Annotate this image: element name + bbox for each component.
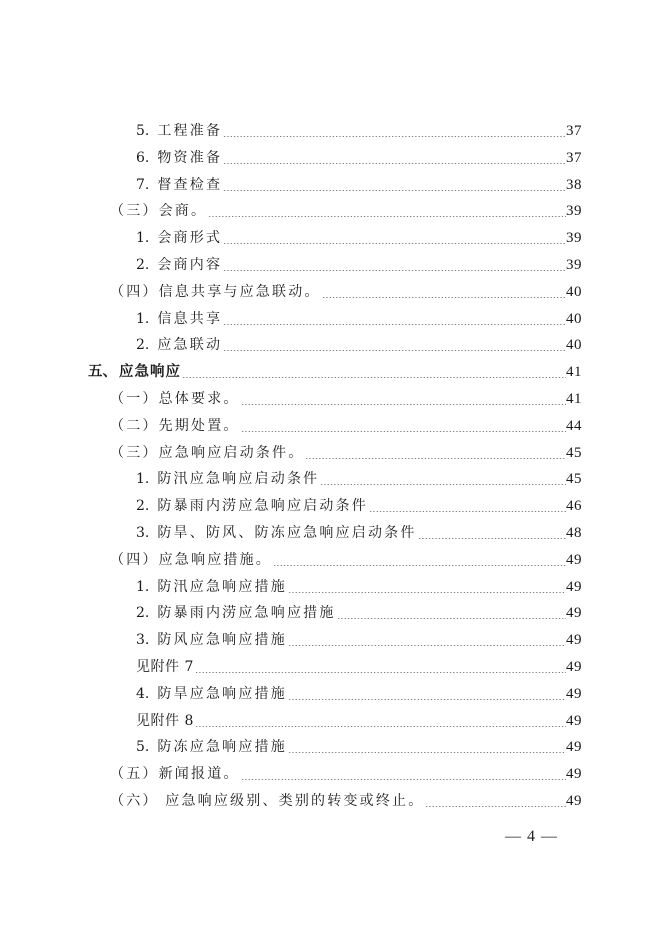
dot-leader: [223, 226, 566, 250]
toc-entry-label: （二）先期处置。: [110, 417, 240, 434]
toc-entry-label: 5. 防冻应急响应措施: [136, 739, 287, 756]
toc-entry[interactable]: [136, 173, 582, 197]
toc-entry-label: 2. 会商内容: [136, 257, 223, 273]
dot-leader: [241, 762, 566, 786]
toc-entry-label: 3. 防旱、防风、防冻应急响应启动条件: [136, 525, 417, 541]
toc-entry-label: 1. 防汛应急响应启动条件: [136, 471, 320, 488]
dot-leader: [182, 360, 566, 384]
toc-entry[interactable]: [136, 655, 582, 679]
toc-entry[interactable]: [136, 146, 582, 170]
toc-entry[interactable]: [110, 199, 582, 223]
toc-entry[interactable]: [110, 280, 582, 304]
toc-entry[interactable]: [110, 441, 582, 465]
toc-entry-label: 6. 物资准备: [136, 149, 223, 166]
toc-page-number: 46: [566, 498, 582, 515]
dot-leader: [195, 709, 566, 733]
toc-entry-chapter[interactable]: [88, 360, 582, 384]
toc-page-number: 49: [566, 578, 582, 595]
dot-leader: [322, 280, 566, 304]
toc-page-number: 45: [566, 444, 582, 461]
toc-entry[interactable]: [136, 601, 582, 625]
dot-leader: [223, 307, 566, 331]
toc-entry[interactable]: [136, 226, 582, 250]
toc-entry-label: （四）信息共享与应急联动。: [110, 283, 321, 300]
toc-page-number: 49: [566, 632, 582, 649]
toc-entry[interactable]: [136, 307, 582, 331]
toc-page-number: 40: [566, 310, 582, 327]
toc-entry[interactable]: [136, 253, 582, 277]
toc-page-number: 39: [566, 230, 582, 247]
toc-page-number: 41: [566, 391, 582, 407]
toc-entry-label: （三）应急响应启动条件。: [110, 444, 305, 461]
toc-entry[interactable]: [136, 682, 582, 706]
toc-page-number: 49: [566, 605, 582, 622]
toc-entry-label: 2. 防暴雨内涝应急响应措施: [136, 605, 336, 622]
dot-leader: [320, 467, 566, 491]
toc-entry-label: （一）总体要求。: [110, 391, 240, 407]
toc-entry[interactable]: [110, 762, 582, 786]
toc-entry-label: 见附件 7: [136, 659, 194, 675]
toc-entry[interactable]: [136, 521, 582, 545]
dot-leader: [288, 628, 566, 652]
toc-entry-label: 4. 防旱应急响应措施: [136, 685, 287, 702]
toc-entry[interactable]: [136, 709, 582, 733]
toc-page-number: 49: [566, 712, 582, 729]
toc-entry[interactable]: [136, 628, 582, 652]
toc-page-number: 49: [566, 685, 582, 702]
toc-entry[interactable]: [110, 414, 582, 438]
toc-page-number: 37: [566, 149, 582, 166]
dot-leader: [195, 655, 566, 679]
toc-page-number: 49: [566, 659, 582, 675]
dot-leader: [369, 494, 566, 518]
dot-leader: [223, 119, 566, 143]
toc-entry-label: 5. 工程准备: [136, 123, 223, 139]
toc-entry-label: 见附件 8: [136, 712, 194, 729]
dot-leader: [223, 333, 566, 357]
toc-page-number: 48: [566, 525, 582, 541]
toc-page-number: 37: [566, 123, 582, 139]
dot-leader: [223, 253, 566, 277]
toc-entry-label: 1. 信息共享: [136, 310, 223, 327]
toc-entry[interactable]: [136, 467, 582, 491]
toc-entry[interactable]: [136, 119, 582, 143]
toc-page-number: 38: [566, 176, 582, 193]
dot-leader: [223, 173, 566, 197]
toc-entry-label: （六） 应急响应级别、类别的转变或终止。: [110, 793, 425, 809]
toc-page-number: 49: [566, 739, 582, 756]
dot-leader: [223, 146, 566, 170]
toc-page-number: 39: [566, 203, 582, 220]
toc-entry[interactable]: [110, 548, 582, 572]
toc-entry-label: 五、 应急响应: [88, 364, 181, 381]
toc-entry-label: 3. 防风应急响应措施: [136, 632, 287, 649]
dot-leader: [288, 682, 566, 706]
toc-entry-label: 1. 会商形式: [136, 230, 223, 247]
toc-page-number: 40: [566, 337, 582, 354]
toc-page-number: 44: [566, 417, 582, 434]
dot-leader: [305, 441, 566, 465]
dot-leader: [288, 735, 566, 759]
dot-leader: [241, 414, 566, 438]
dot-leader: [208, 199, 566, 223]
toc-entry-label: 7. 督查检查: [136, 176, 223, 193]
toc-entry[interactable]: [136, 333, 582, 357]
toc-page-number: 49: [566, 766, 582, 783]
dot-leader: [241, 387, 566, 411]
page-footer-number: — 4 —: [505, 828, 558, 845]
toc-page-number: 49: [566, 793, 582, 809]
toc-page-number: 40: [566, 283, 582, 300]
dot-leader: [288, 575, 566, 599]
toc-entry-label: 2. 防暴雨内涝应急响应启动条件: [136, 498, 368, 515]
toc-entry-label: 1. 防汛应急响应措施: [136, 578, 287, 595]
toc-entry[interactable]: [136, 575, 582, 599]
dot-leader: [418, 521, 566, 545]
dot-leader: [425, 789, 566, 813]
toc-page-number: 39: [566, 257, 582, 273]
toc-page-number: 45: [566, 471, 582, 488]
toc-entry-label: （三）会商。: [110, 203, 208, 220]
toc-entry-label: 2. 应急联动: [136, 337, 223, 354]
toc-page-number: 49: [566, 551, 582, 568]
toc-entry-label: （五）新闻报道。: [110, 766, 240, 783]
toc-entry[interactable]: [136, 494, 582, 518]
toc-entry[interactable]: [110, 387, 582, 411]
dot-leader: [337, 601, 566, 625]
toc-entry[interactable]: [136, 735, 582, 759]
dot-leader: [273, 548, 566, 572]
toc-entry-label: （四）应急响应措施。: [110, 551, 273, 568]
toc-page-number: 41: [566, 364, 582, 381]
toc-entry[interactable]: [110, 789, 582, 813]
